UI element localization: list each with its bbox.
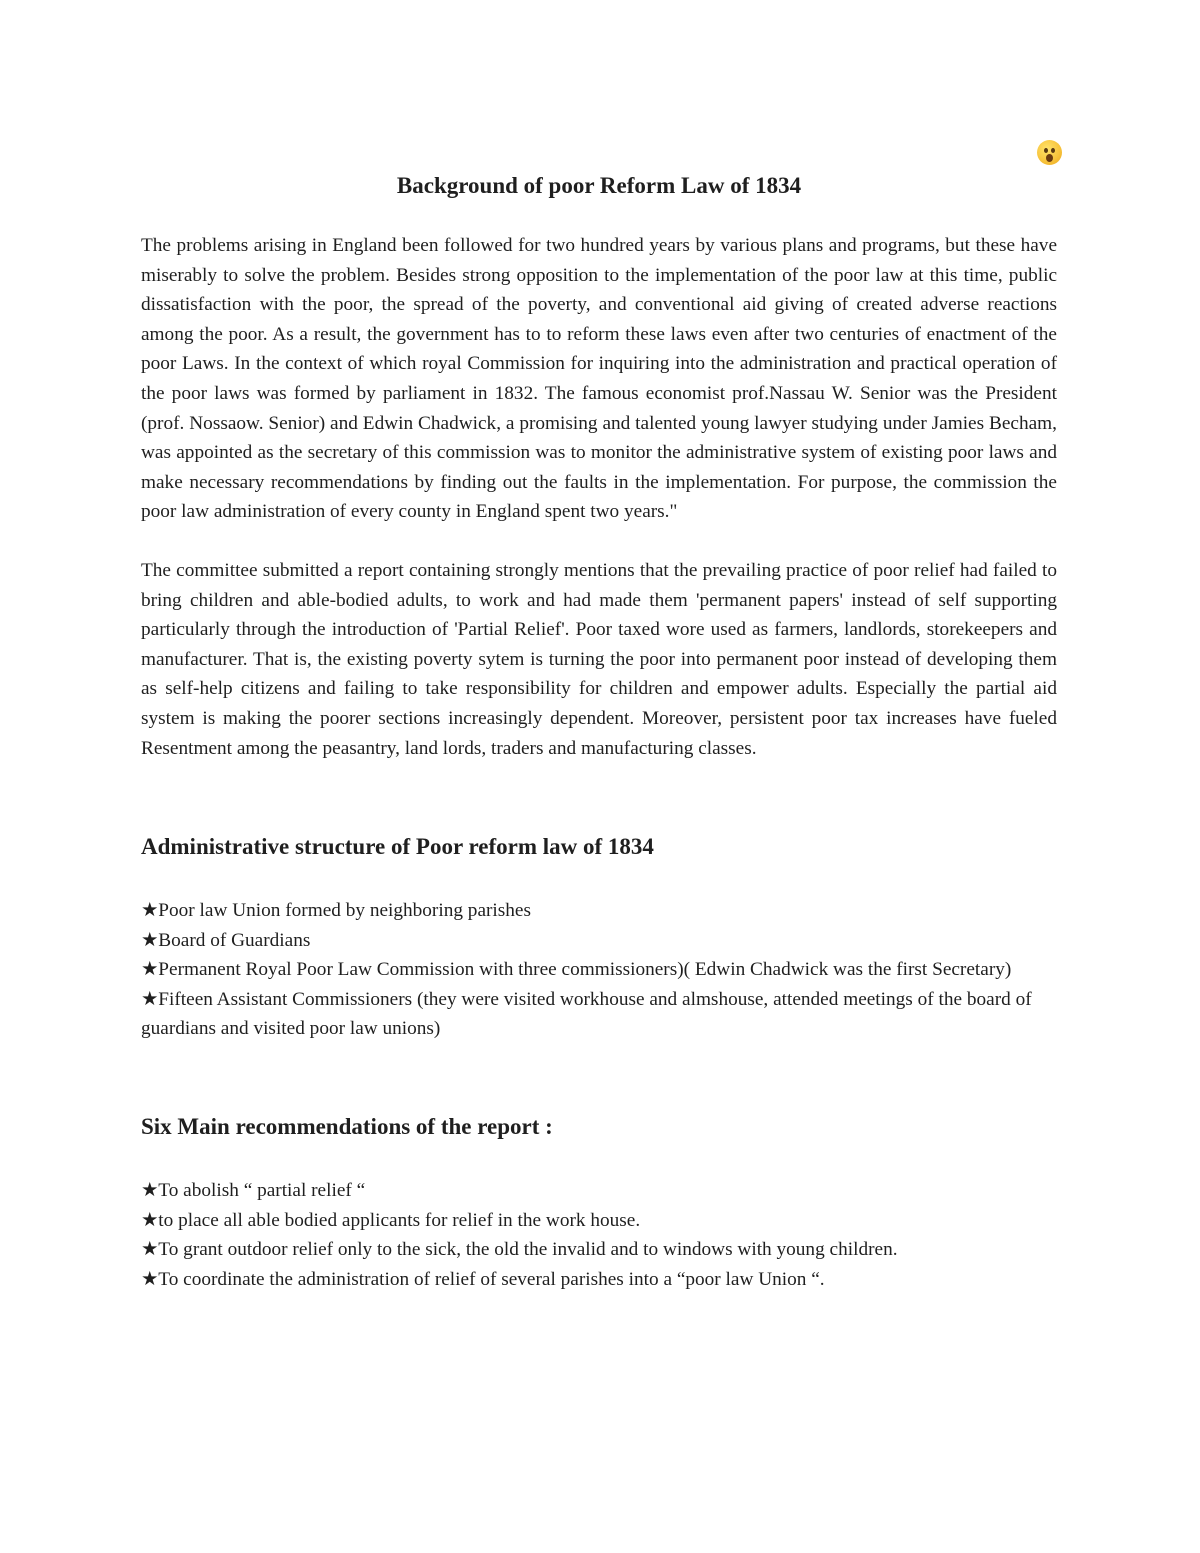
list-item: ★Permanent Royal Poor Law Commission with three commissioners)( Edwin Chadwick was the first Secretary): [141, 959, 1012, 981]
list-item: ★To grant outdoor relief only to the sick, the old the invalid and to windows with young children.: [141, 1239, 898, 1261]
list-item: ★To abolish “ partial relief “: [141, 1180, 366, 1202]
list-item: ★To coordinate the administration of relief of several parishes into a “poor law Union “.: [141, 1268, 825, 1290]
list-item: ★Fifteen Assistant Commissioners (they were visited workhouse and almshouse, attended meetings of the board of guardians and visited poor law unions): [141, 988, 1032, 1040]
paragraph-committee-report: The committee submitted a report containing strongly mentions that the prevailing practice of poor relief had failed to bring children and able-bodied adults, to work and had made them 'permanent papers' instead of self supporting particularly through the introduction of 'Partial Relief'. Poor taxed wore used as farmers, landlords, storekeepers and manufacturer. That is, the existing poverty sytem is turning the poor into permanent poor instead of developing them as self-help citizens and failing to take responsibility for children and empower adults. Especially the partial aid system is making the poorer sections increasingly dependent. Moreover, persistent poor tax increases have fueled Resentment among the peasantry, land lords, traders and manufacturing classes.: [141, 559, 1057, 759]
section-heading-recommendations: Six Main recommendations of the report :: [141, 1114, 553, 1140]
section-heading-administrative-structure: Administrative structure of Poor reform law of 1834: [141, 834, 654, 860]
document-title: Background of poor Reform Law of 1834: [396, 173, 802, 198]
list-item: ★to place all able bodied applicants for relief in the work house.: [141, 1209, 641, 1231]
administrative-structure-list: [141, 896, 1057, 1044]
document-page: [141, 138, 1057, 1294]
paragraph-background: The problems arising in England been followed for two hundred years by various plans and programs, but these have miserably to solve the problem. Besides strong opposition to the implementation of the poor law at this time, public dissatisfaction with the poor, the spread of the poverty, and conventional aid giving of created adverse reactions among the poor. As a result, the government has to to reform these laws even after two centuries of enactment of the poor Laws. In the context of which royal Commission for inquiring into the administration and practical operation of the poor laws was formed by parliament in 1832. The famous economist prof.Nassau W. Senior was the President (prof. Nossaow. Senior) and Edwin Chadwick, a promising and talented young lawyer studying under Jamies Becham, was appointed as the secretary of this commission was to monitor the administrative system of existing poor laws and make necessary recommendations by finding out the faults in the implementation. For purpose, the commission the poor law administration of every county in England spent two years.": [141, 235, 1057, 523]
list-item: ★Board of Guardians: [141, 929, 311, 951]
list-item: ★Poor law Union formed by neighboring parishes: [141, 900, 531, 922]
recommendations-list: [141, 1176, 1057, 1294]
